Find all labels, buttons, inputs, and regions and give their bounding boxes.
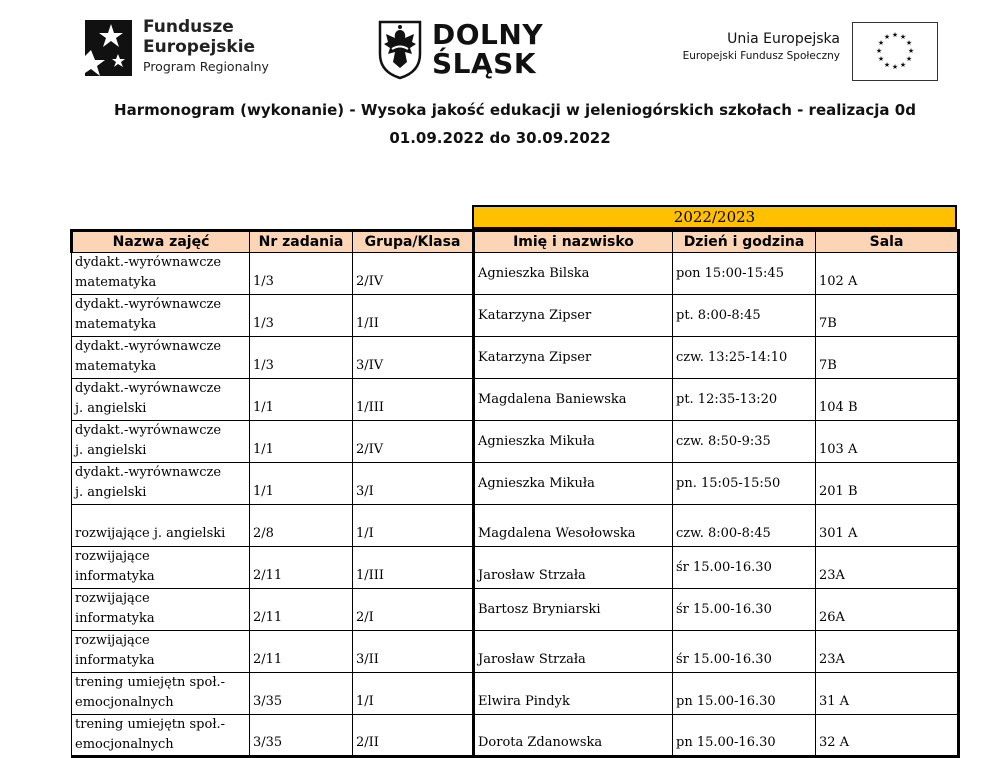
fe-logo-line1: Fundusze — [143, 17, 234, 37]
cell-time: czw. 8:00-8:45 — [673, 505, 816, 547]
cell-person: Dorota Zdanowska — [474, 715, 673, 757]
course-name-line1: trening umiejętn społ.- — [75, 717, 226, 732]
cell-room: 103 A — [816, 421, 959, 463]
cell-group: 1/I — [353, 505, 474, 547]
table-row — [72, 547, 959, 589]
course-name-line1: trening umiejętn społ.- — [75, 675, 226, 690]
header-imie-nazwisko: Imię i nazwisko — [474, 231, 673, 253]
course-name-line2: j. angielski — [75, 401, 147, 416]
cell-course-name — [72, 715, 250, 757]
cell-task: 3/35 — [250, 715, 353, 757]
cell-task: 2/8 — [250, 505, 353, 547]
fundusze-europejskie-icon — [85, 20, 132, 76]
schedule-table — [70, 229, 960, 758]
cell-room: 7B — [816, 295, 959, 337]
cell-task: 1/1 — [250, 379, 353, 421]
ue-logo-line1: Unia Europejska — [727, 31, 840, 47]
ds-logo-line2: ŚLĄSK — [432, 47, 537, 80]
course-name-line1: dydakt.-wyrównawcze — [75, 255, 222, 270]
course-name-line2: informatyka — [75, 569, 155, 584]
cell-course-name — [72, 673, 250, 715]
svg-text:★: ★ — [905, 39, 913, 47]
cell-room: 201 B — [816, 463, 959, 505]
cell-time: pn 15.00-16.30 — [673, 673, 816, 715]
table-row — [72, 715, 959, 757]
cell-task: 1/3 — [250, 337, 353, 379]
eu-flag-icon — [852, 22, 938, 81]
cell-person: Jarosław Strzała — [474, 547, 673, 589]
course-name-line2: emocjonalnych — [75, 737, 174, 752]
svg-text:★: ★ — [875, 47, 883, 55]
cell-group: 2/IV — [353, 253, 474, 295]
cell-group: 3/I — [353, 463, 474, 505]
cell-time: pn 15.00-16.30 — [673, 715, 816, 757]
unia-europejska-logo — [660, 22, 938, 82]
cell-time: śr 15.00-16.30 — [673, 589, 816, 631]
course-name-line1: dydakt.-wyrównawcze — [75, 423, 222, 438]
header-grupa-klasa: Grupa/Klasa — [353, 231, 474, 253]
course-name-line2: informatyka — [75, 611, 155, 626]
cell-time: czw. 8:50-9:35 — [673, 421, 816, 463]
cell-person: Bartosz Bryniarski — [474, 589, 673, 631]
course-name-line2: j. angielski — [75, 443, 147, 458]
cell-room: 23A — [816, 631, 959, 673]
svg-text:★: ★ — [877, 55, 885, 63]
cell-group: 3/II — [353, 631, 474, 673]
course-name-line1: rozwijające — [75, 591, 150, 606]
cell-course-name — [72, 463, 250, 505]
svg-text:★: ★ — [891, 31, 899, 39]
table-header-row — [72, 231, 959, 253]
cell-room: 104 B — [816, 379, 959, 421]
course-name-line1: rozwijające — [75, 549, 150, 564]
document-title: Harmonogram (wykonanie) - Wysoka jakość edukacji w jeleniogórskich szkołach - realizacja 0d — [114, 101, 916, 119]
table-row — [72, 589, 959, 631]
cell-group: 2/I — [353, 589, 474, 631]
table-row — [72, 421, 959, 463]
ue-logo-line2: Europejski Fundusz Społeczny — [682, 49, 840, 62]
svg-text:★: ★ — [899, 61, 907, 69]
cell-room: 7B — [816, 337, 959, 379]
cell-time: pt. 12:35-13:20 — [673, 379, 816, 421]
cell-room: 32 A — [816, 715, 959, 757]
course-name-line2: matematyka — [75, 359, 157, 374]
cell-group: 3/IV — [353, 337, 474, 379]
cell-room: 26A — [816, 589, 959, 631]
cell-time: pon 15:00-15:45 — [673, 253, 816, 295]
cell-course-name — [72, 631, 250, 673]
cell-person: Agnieszka Mikuła — [474, 463, 673, 505]
fe-logo-line2: Europejskie — [143, 36, 256, 57]
course-name-line2: informatyka — [75, 653, 155, 668]
header-nr-zadania: Nr zadania — [250, 231, 353, 253]
cell-person: Magdalena Baniewska — [474, 379, 673, 421]
cell-room: 301 A — [816, 505, 959, 547]
table-row — [72, 505, 959, 547]
svg-text:★: ★ — [883, 33, 891, 41]
cell-course-name — [72, 379, 250, 421]
cell-time: śr 15.00-16.30 — [673, 547, 816, 589]
cell-room: 102 A — [816, 253, 959, 295]
course-name-line1: dydakt.-wyrównawcze — [75, 339, 222, 354]
cell-person: Katarzyna Zipser — [474, 337, 673, 379]
course-name-line1: dydakt.-wyrównawcze — [75, 381, 222, 396]
cell-group: 1/III — [353, 547, 474, 589]
table-row — [72, 631, 959, 673]
course-name-line1: rozwijające — [75, 633, 150, 648]
svg-text:★: ★ — [877, 39, 885, 47]
cell-course-name: rozwijające j. angielski — [72, 505, 250, 547]
course-name-line2: matematyka — [75, 275, 157, 290]
table-row — [72, 379, 959, 421]
table-row — [72, 463, 959, 505]
cell-time: śr 15.00-16.30 — [673, 631, 816, 673]
cell-task: 2/11 — [250, 631, 353, 673]
cell-task: 1/1 — [250, 421, 353, 463]
ds-logo-line1: DOLNY — [432, 18, 544, 51]
cell-person: Jarosław Strzała — [474, 631, 673, 673]
cell-task: 1/1 — [250, 463, 353, 505]
cell-person: Agnieszka Bilska — [474, 253, 673, 295]
cell-person: Katarzyna Zipser — [474, 295, 673, 337]
cell-time: czw. 13:25-14:10 — [673, 337, 816, 379]
svg-text:★: ★ — [883, 61, 891, 69]
cell-group: 1/III — [353, 379, 474, 421]
table-row — [72, 673, 959, 715]
dolny-slask-logo — [378, 20, 578, 85]
eagle-crest-icon — [378, 20, 422, 80]
header-nazwa-zajec: Nazwa zajęć — [72, 231, 250, 253]
header-dzien-godzina: Dzień i godzina — [673, 231, 816, 253]
cell-time: pn. 15:05-15:50 — [673, 463, 816, 505]
cell-group: 1/II — [353, 295, 474, 337]
svg-text:★: ★ — [891, 63, 899, 71]
cell-task: 2/11 — [250, 547, 353, 589]
cell-course-name — [72, 337, 250, 379]
cell-time: pt. 8:00-8:45 — [673, 295, 816, 337]
cell-task: 3/35 — [250, 673, 353, 715]
table-row — [72, 253, 959, 295]
course-name-line2: matematyka — [75, 317, 157, 332]
table-row — [72, 295, 959, 337]
fe-logo-line3: Program Regionalny — [143, 59, 269, 75]
svg-text:★: ★ — [907, 47, 915, 55]
cell-course-name — [72, 547, 250, 589]
fundusze-europejskie-logo — [85, 12, 295, 87]
cell-task: 2/11 — [250, 589, 353, 631]
course-name-line1: dydakt.-wyrównawcze — [75, 297, 222, 312]
cell-room: 23A — [816, 547, 959, 589]
table-row — [72, 337, 959, 379]
school-year-band: 2022/2023 — [472, 205, 957, 229]
cell-room: 31 A — [816, 673, 959, 715]
cell-task: 1/3 — [250, 295, 353, 337]
header-sala: Sala — [816, 231, 959, 253]
cell-person: Agnieszka Mikuła — [474, 421, 673, 463]
cell-person: Elwira Pindyk — [474, 673, 673, 715]
cell-course-name — [72, 295, 250, 337]
course-name-line1: dydakt.-wyrównawcze — [75, 465, 222, 480]
svg-text:★: ★ — [905, 55, 913, 63]
cell-person: Magdalena Wesołowska — [474, 505, 673, 547]
cell-group: 1/I — [353, 673, 474, 715]
course-name-line2: emocjonalnych — [75, 695, 174, 710]
cell-task: 1/3 — [250, 253, 353, 295]
cell-group: 2/IV — [353, 421, 474, 463]
cell-group: 2/II — [353, 715, 474, 757]
cell-course-name — [72, 589, 250, 631]
document-date-range: 01.09.2022 do 30.09.2022 — [389, 129, 611, 147]
cell-course-name — [72, 253, 250, 295]
course-name-line2: j. angielski — [75, 485, 147, 500]
cell-course-name — [72, 421, 250, 463]
svg-text:★: ★ — [899, 33, 907, 41]
